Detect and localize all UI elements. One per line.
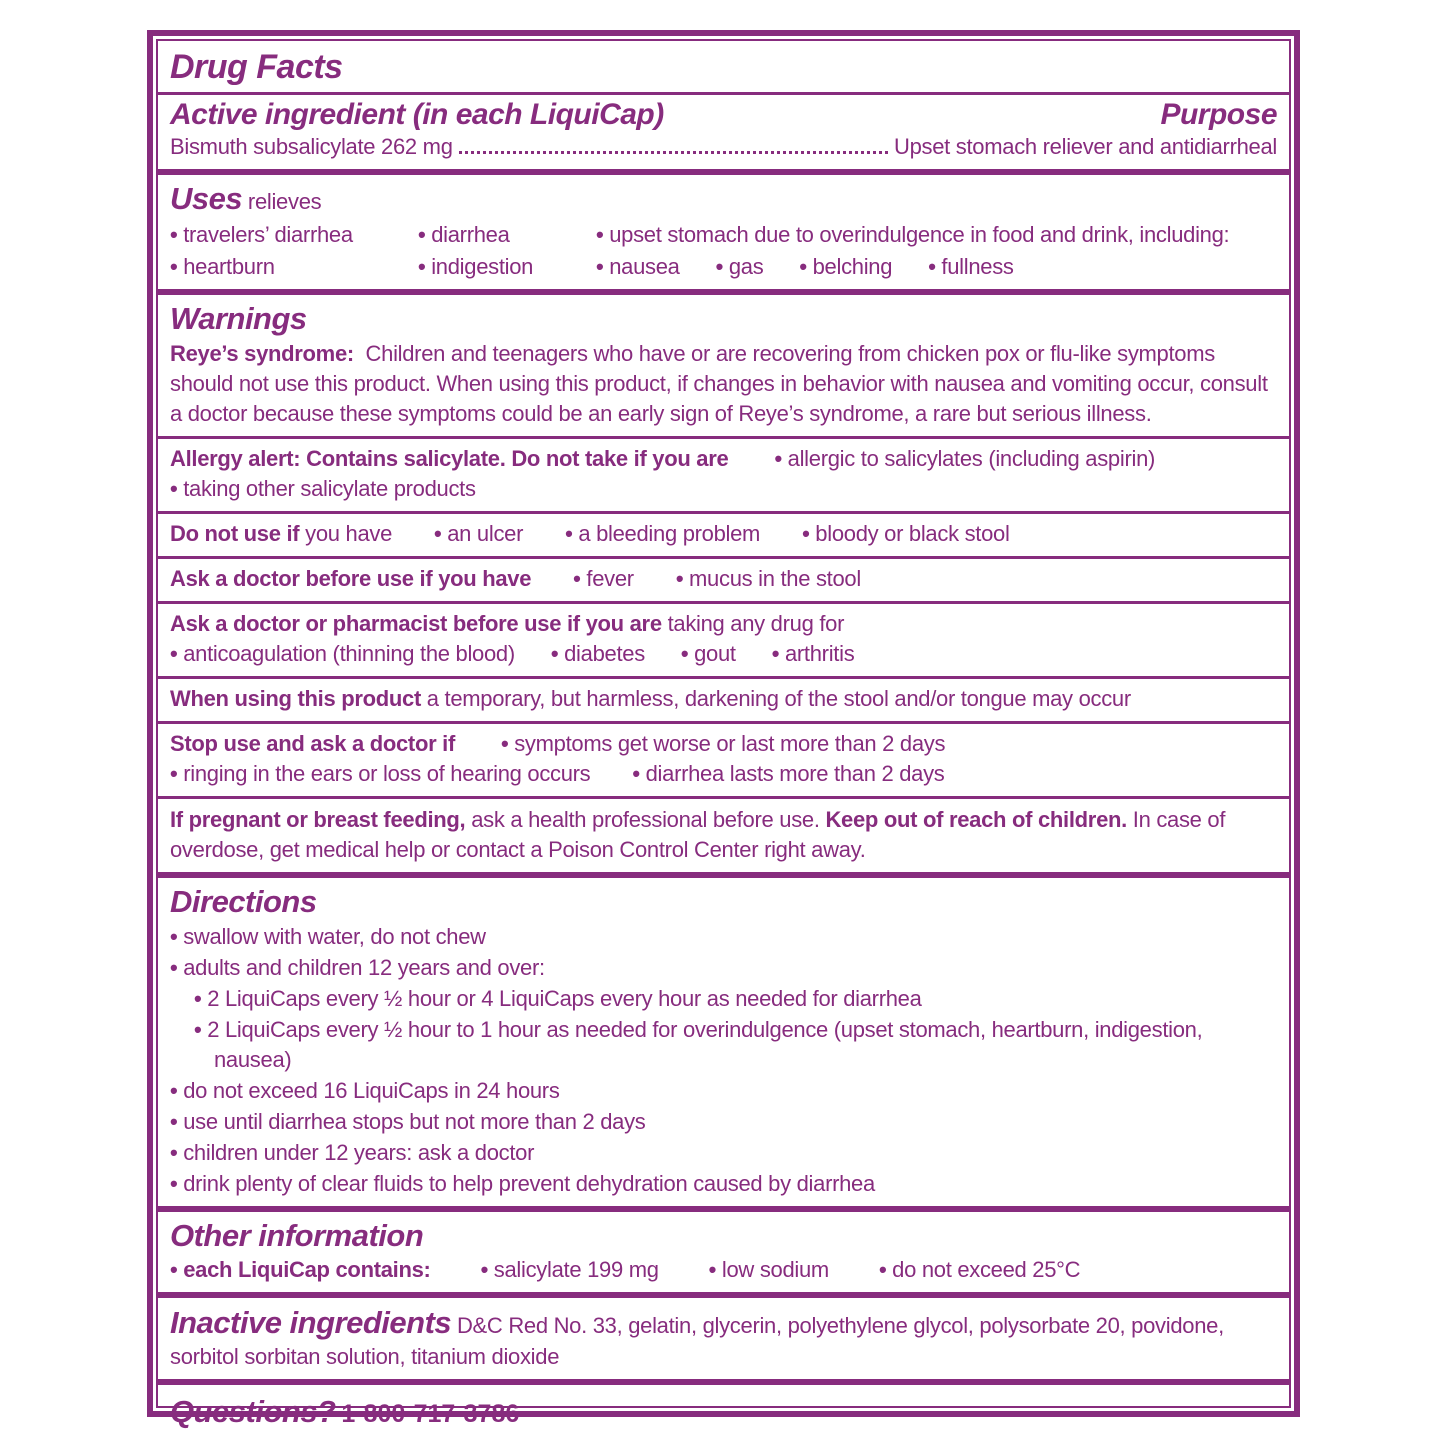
warnings-heading: Warnings — [170, 301, 307, 336]
ask-doctor-pharmacist-subsection — [158, 604, 1289, 676]
when-using-subsection — [158, 679, 1289, 721]
other-information-label — [170, 1255, 431, 1285]
do-not-use-lead — [170, 519, 392, 549]
active-ingredient-heading: Active ingredient (in each LiquiCap) — [170, 98, 664, 131]
uses-item-group — [596, 252, 1277, 282]
directions-item: • children under 12 years: ask a doctor — [170, 1138, 1277, 1168]
directions-item: • do not exceed 16 LiquiCaps in 24 hours — [170, 1076, 1277, 1106]
allergy-item: • allergic to salicylates (including aspirin) — [774, 444, 1155, 474]
uses-item: • gas — [716, 252, 764, 282]
other-information-heading: Other information — [170, 1218, 424, 1253]
allergy-alert-label: Allergy alert: Contains salicylate. Do not take if you are — [170, 446, 729, 471]
directions-item: • swallow with water, do not chew — [170, 922, 1277, 952]
do-not-use-item: • a bleeding problem — [565, 519, 760, 549]
active-ingredient-section — [158, 95, 1289, 169]
uses-item: • indigestion — [418, 252, 596, 282]
dotted-leader — [459, 151, 888, 154]
uses-section — [158, 175, 1289, 289]
drug-facts-label — [147, 30, 1300, 1429]
stop-use-item: • ringing in the ears or loss of hearing occurs — [170, 759, 590, 789]
other-information-item: • do not exceed 25°C — [879, 1255, 1080, 1285]
pregnancy-subsection — [158, 799, 1289, 872]
purpose-heading: Purpose — [1160, 98, 1277, 131]
uses-item: • upset stomach due to overindulgence in food and drink, including: — [596, 220, 1277, 250]
directions-section — [158, 878, 1289, 1206]
ask-doctor-pharmacist-text: taking any drug for — [667, 611, 845, 636]
other-information-section — [158, 1212, 1289, 1292]
ask-doctor-pharmacist-label: Ask a doctor or pharmacist before use if you are — [170, 611, 662, 636]
reyes-syndrome-label: Reye’s syndrome: — [170, 341, 354, 366]
uses-list — [170, 220, 1277, 282]
uses-item: • travelers’ diarrhea — [170, 220, 418, 250]
each-liquicap-contains-label: each LiquiCap contains: — [183, 1257, 431, 1282]
reyes-syndrome-text: Children and teenagers who have or are recovering from chicken pox or flu-like symptoms should not use this product. When using this product, if changes in behavior with nausea and vomiting occur, consult a doctor because these symptoms could be an early sign of Reye’s syndrome, a rare but serious illness. — [170, 341, 1268, 426]
questions-heading: Questions? — [170, 1394, 336, 1429]
when-using-label: When using this product — [170, 686, 421, 711]
stop-use-item: • diarrhea lasts more than 2 days — [632, 759, 944, 789]
allergy-alert-subsection — [158, 439, 1289, 511]
questions-section — [158, 1385, 1289, 1438]
directions-heading: Directions — [170, 884, 317, 919]
drug-item: • diabetes — [551, 639, 645, 669]
stop-use-subsection — [158, 724, 1289, 796]
directions-item: • drink plenty of clear fluids to help prevent dehydration caused by diarrhea — [170, 1169, 1277, 1199]
do-not-use-item: • bloody or black stool — [802, 519, 1009, 549]
drug-facts-inner-frame — [156, 39, 1291, 1429]
ask-doctor-subsection — [158, 559, 1289, 601]
directions-item: • adults and children 12 years and over: — [170, 953, 1277, 983]
ingredient-purpose: Upset stomach reliever and antidiarrheal — [894, 134, 1277, 159]
ask-doctor-label: Ask a doctor before use if you have — [170, 566, 532, 591]
ask-doctor-item: • mucus in the stool — [676, 564, 861, 594]
ask-doctor-item: • fever — [573, 564, 634, 594]
pregnancy-warning — [170, 805, 1277, 865]
warnings-section — [158, 295, 1289, 436]
uses-item: • diarrhea — [418, 220, 596, 250]
uses-item: • nausea — [596, 252, 680, 282]
reyes-syndrome-warning — [170, 339, 1277, 429]
directions-sub-item: • 2 LiquiCaps every ½ hour or 4 LiquiCaps every hour as needed for diarrhea — [194, 984, 1277, 1014]
do-not-use-text: you have — [305, 521, 393, 546]
questions-phone-number: 1-800-717-3786 — [341, 1400, 520, 1428]
pregnancy-text: ask a health professional before use. — [471, 807, 820, 832]
uses-lead: relieves — [247, 189, 322, 214]
do-not-use-subsection — [158, 514, 1289, 556]
drug-item: • gout — [681, 639, 736, 669]
ingredient-name: Bismuth subsalicylate 262 mg — [170, 134, 453, 159]
drug-item: • arthritis — [772, 639, 855, 669]
uses-heading: Uses — [170, 181, 243, 216]
pregnancy-label: If pregnant or breast feeding, — [170, 807, 466, 832]
other-information-item: • low sodium — [709, 1255, 829, 1285]
inactive-ingredients-heading: Inactive ingredients — [170, 1305, 452, 1340]
uses-item: • fullness — [928, 252, 1013, 282]
allergy-item: • taking other salicylate products — [170, 474, 476, 504]
other-information-item: • salicylate 199 mg — [481, 1255, 659, 1285]
inactive-ingredients-text: D&C Red No. 33, gelatin, glycerin, polyethylene glycol, polysorbate 20, povidone, sorbitol sorbitan solution, titanium dioxide — [170, 1313, 1224, 1369]
when-using-text: a temporary, but harmless, darkening of the stool and/or tongue may occur — [426, 686, 1131, 711]
directions-sub-item: • 2 LiquiCaps every ½ hour to 1 hour as needed for overindulgence (upset stomach, heartburn, indigestion, nausea) — [194, 1015, 1204, 1075]
uses-item: • heartburn — [170, 252, 418, 282]
inactive-ingredients-section — [158, 1298, 1289, 1379]
keep-out-of-reach-label: Keep out of reach of children. — [825, 807, 1127, 832]
drug-facts-title: Drug Facts — [170, 48, 343, 86]
directions-item: • use until diarrhea stops but not more than 2 days — [170, 1107, 1277, 1137]
drug-item: • anticoagulation (thinning the blood) — [170, 639, 515, 669]
uses-item: • belching — [799, 252, 892, 282]
do-not-use-item: • an ulcer — [434, 519, 523, 549]
overdose-text: In case of overdose, get medical help or contact a Poison Control Center right away. — [170, 807, 1226, 862]
stop-use-label: Stop use and ask a doctor if — [170, 731, 455, 756]
do-not-use-label: Do not use if — [170, 521, 300, 546]
title-section — [158, 41, 1289, 92]
stop-use-item: • symptoms get worse or last more than 2 days — [501, 729, 945, 759]
